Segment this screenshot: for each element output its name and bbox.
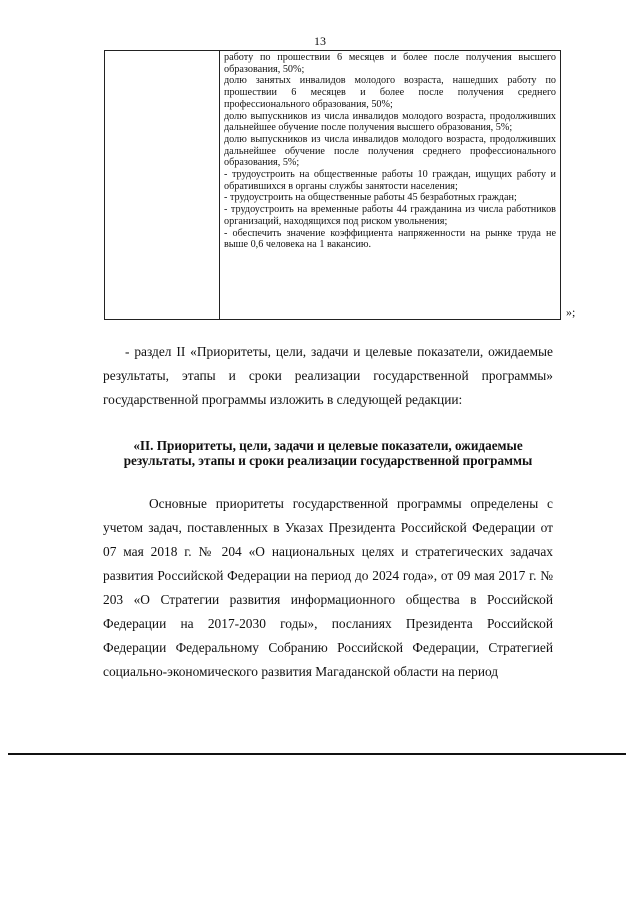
closing-quote: »; xyxy=(566,305,576,319)
table-item: - обеспечить значение коэффициента напряженности на рынке труда не выше 0,6 человека на 1 вакансию. xyxy=(224,227,556,251)
table-right-cell xyxy=(220,51,560,319)
table-item: - трудоустроить на временные работы 44 гражданина из числа работников организаций, находящихся под риском увольнения; xyxy=(224,204,556,227)
intro-paragraph: - раздел II «Приоритеты, цели, задачи и целевые показатели, ожидаемые результаты, этапы и сроки реализации государственной программы» государственной программы изложить в следующей редакции: xyxy=(103,344,553,407)
table-item: - трудоустроить на общественные работы 45 безработных граждан; xyxy=(224,192,517,204)
section-heading: «II. Приоритеты, цели, задачи и целевые показатели, ожидаемые результаты, этапы и сроки реализации государственной программы xyxy=(123,438,533,468)
body-paragraph: Основные приоритеты государственной программы определены с учетом задач, поставленных в Указах Президента Российской Федерации от 07 мая 2018 г. № 204 «О национальных целях и стратегических задачах развития Российской Федерации на период до 2024 года», от 09 мая 2017 г. № 203 «О Стратегии развития информационного общества в Российской Федерации на 2017-2030 годы», посланиях Президента Российской Федерации Федеральному Собранию Российской Федерации, Стратегией социально-экономического развития Магаданской области на период xyxy=(103,496,553,679)
targets-table xyxy=(104,50,561,320)
table-item: долю занятых инвалидов молодого возраста, нашедших работу по прошествии 6 месяцев и более после получения среднего профессионального образования, 50%; xyxy=(224,75,556,110)
table-item: - трудоустроить на общественные работы 10 граждан, ищущих работу и обратившихся в органы службы занятости населения; xyxy=(224,169,556,192)
bottom-rule xyxy=(8,753,626,755)
table-item: работу по прошествии 6 месяцев и более после получения высшего образования, 50%; xyxy=(224,52,556,75)
table-left-cell xyxy=(105,51,220,319)
page-number: 13 xyxy=(314,34,326,48)
table-item: долю выпускников из числа инвалидов молодого возраста, продолживших дальнейшее обучение после получения высшего образования, 5%; xyxy=(224,110,556,134)
table-item: долю выпускников из числа инвалидов молодого возраста, продолживших дальнейшее обучение после получения среднего профессионального образования, 5%; xyxy=(224,133,556,169)
